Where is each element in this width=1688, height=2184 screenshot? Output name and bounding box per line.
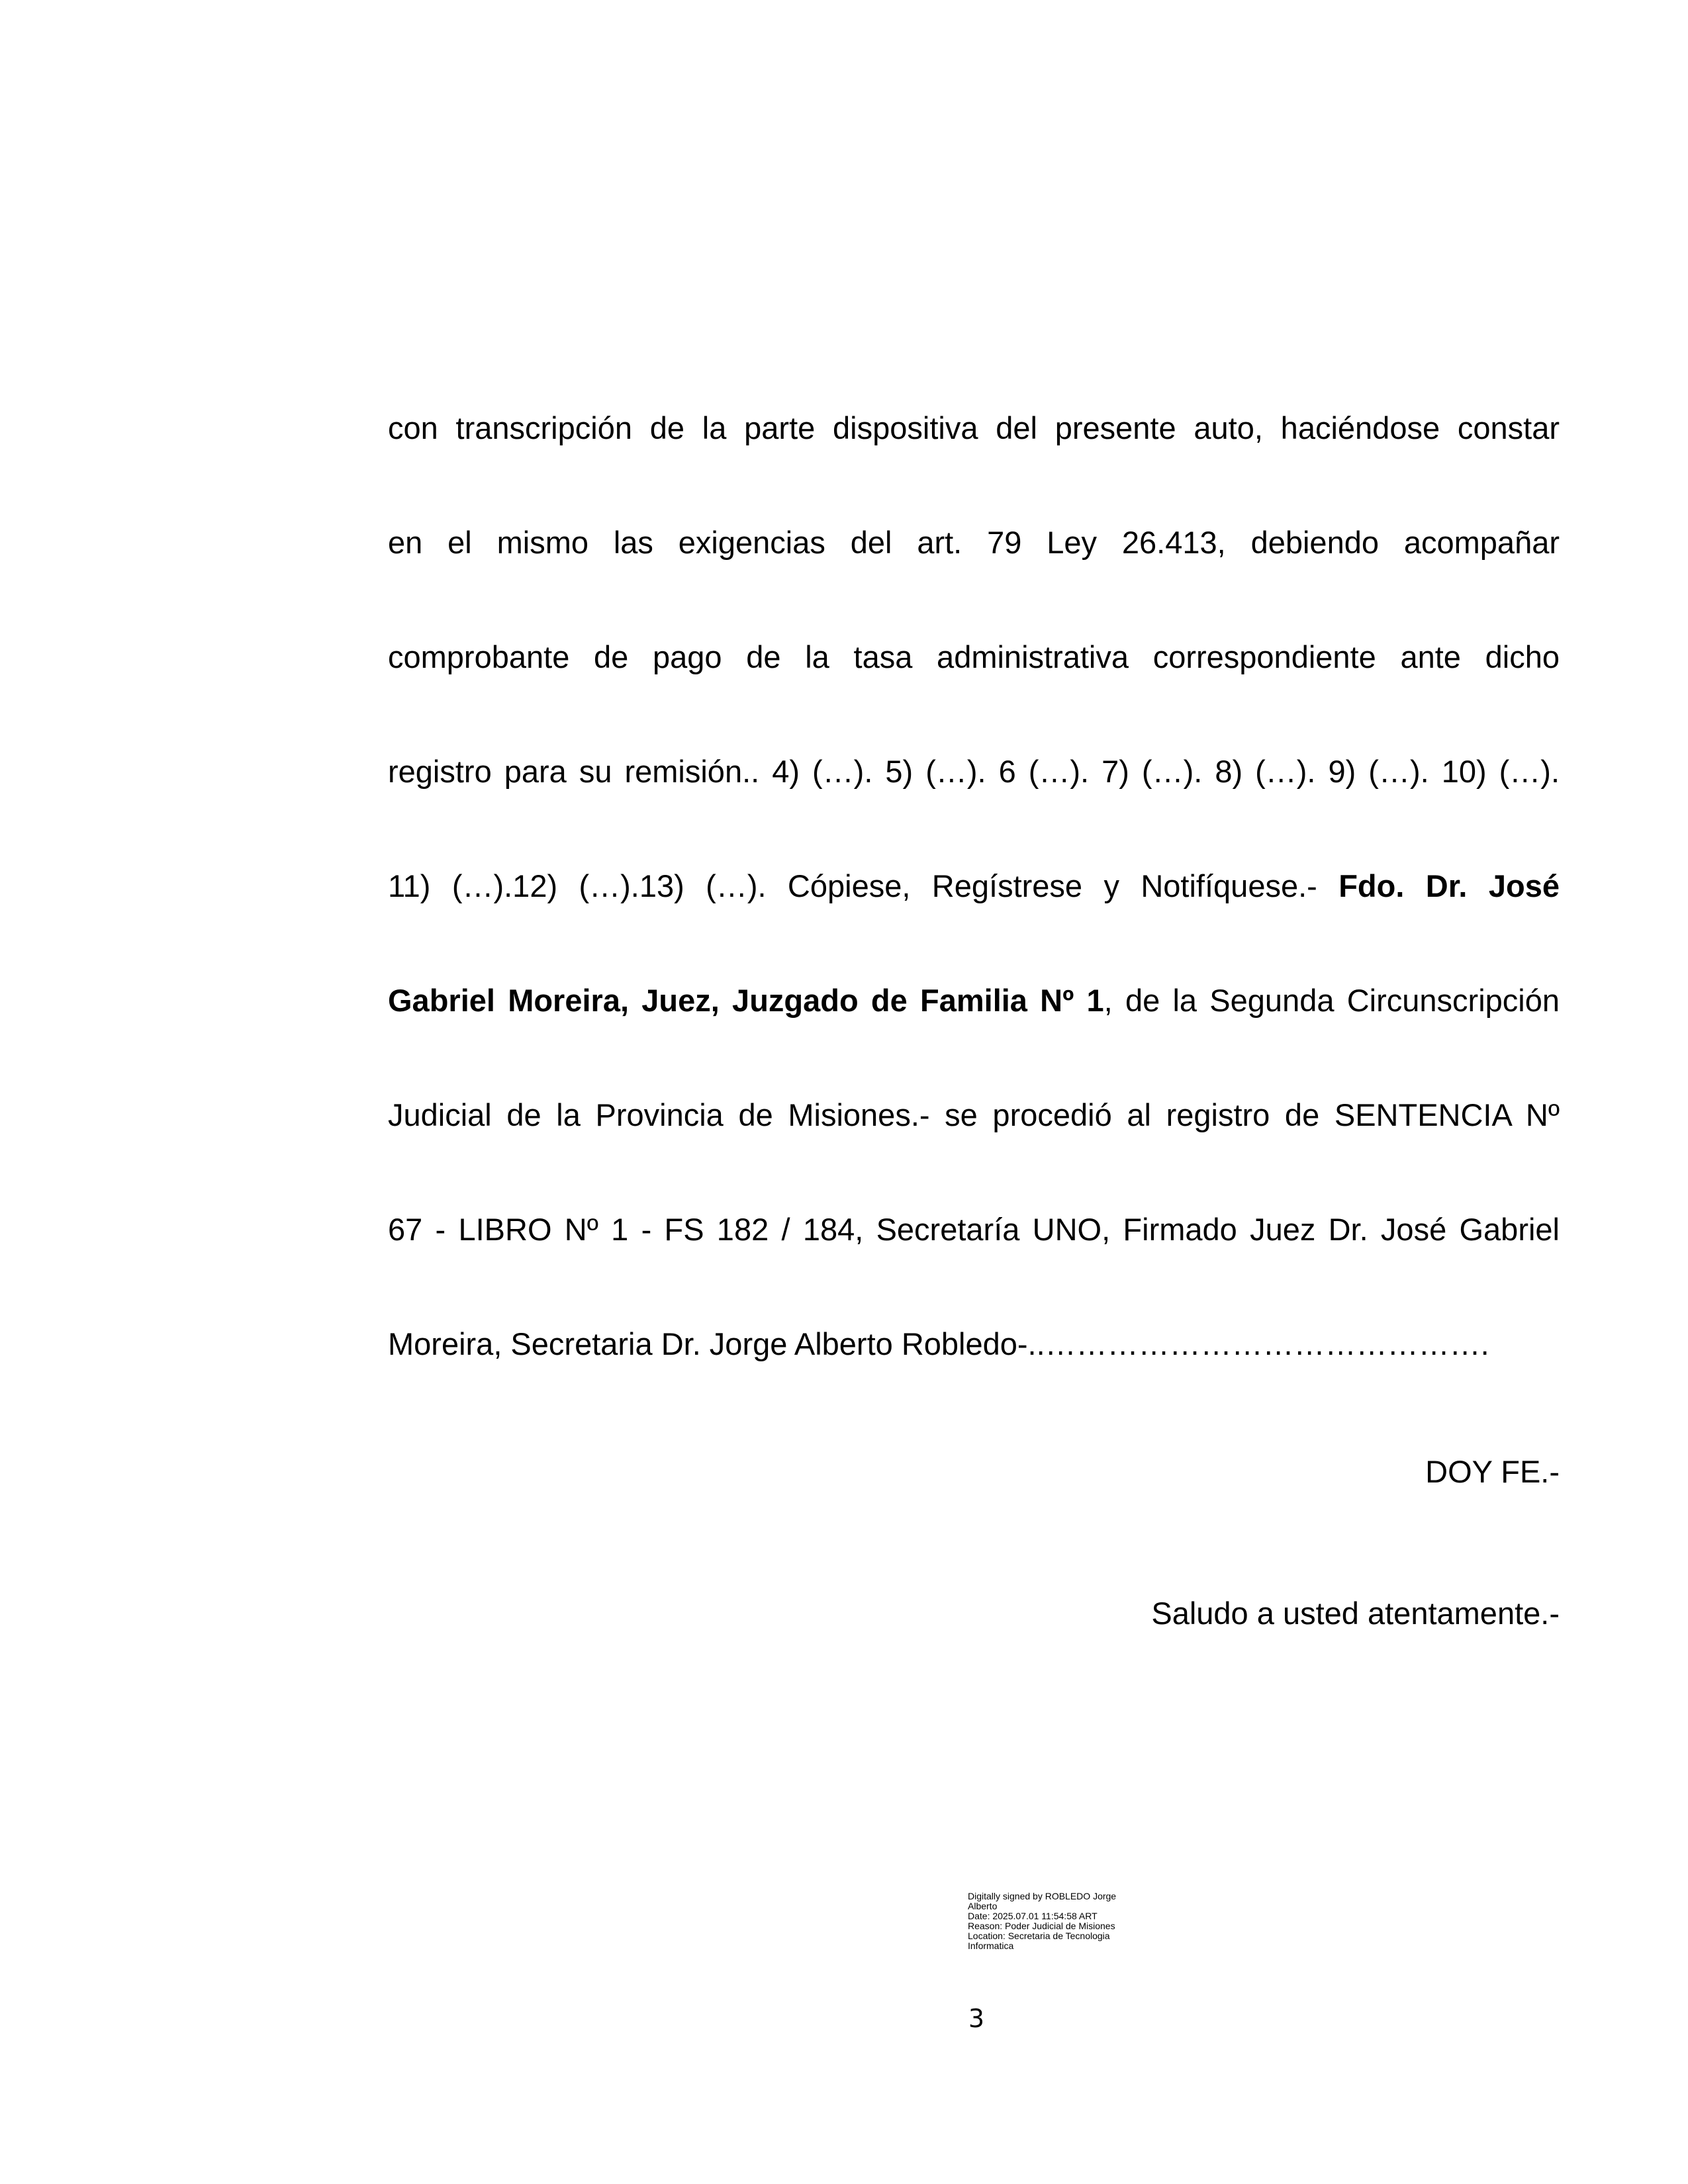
signature-line-1: Digitally signed by ROBLEDO Jorge [968, 1891, 1117, 1901]
body-line-9: Moreira, Secretaria Dr. Jorge Alberto Robledo-..……………………………………. [388, 1326, 1489, 1361]
body-line-7: Judicial de la Provincia de Misiones.- se procedió al registro de SENTENCIA Nº [388, 1097, 1560, 1132]
signature-line-5: Location: Secretaria de Tecnologia [968, 1931, 1110, 1941]
signature-line-3: Date: 2025.07.01 11:54:58 ART [968, 1911, 1098, 1921]
body-line-5-text: 11) (…).12) (…).13) (…). Cópiese, Regístrese y Notifíquese.- [388, 868, 1317, 903]
digital-signature-block [968, 1891, 1166, 1951]
doy-fe-closing: DOY FE.- [1425, 1454, 1560, 1489]
document-body [388, 371, 1560, 1401]
body-line-5 [388, 829, 1560, 943]
greeting-closing: Saludo a usted atentamente.- [1151, 1596, 1560, 1631]
signature-line-6: Informatica [968, 1940, 1014, 1951]
page-number: 3 [968, 2004, 985, 2033]
body-line-8: 67 - LIBRO Nº 1 - FS 182 / 184, Secretaría UNO, Firmado Juez Dr. José Gabriel [388, 1212, 1560, 1247]
body-line-3: comprobante de pago de la tasa administrativa correspondiente ante dicho [388, 639, 1560, 674]
signer-name-part-1: Fdo. Dr. José [1338, 868, 1560, 903]
body-line-1: con transcripción de la parte dispositiva del presente auto, haciéndose constar [388, 410, 1560, 445]
body-line-6-text: , de la Segunda Circunscripción [1103, 983, 1560, 1018]
signer-name-part-2: Gabriel Moreira, Juez, Juzgado de Familia Nº 1 [388, 983, 1104, 1018]
body-line-2: en el mismo las exigencias del art. 79 Ley 26.413, debiendo acompañar [388, 525, 1560, 560]
body-line-6 [388, 943, 1560, 1058]
signature-line-2: Alberto [968, 1901, 998, 1911]
signature-line-4: Reason: Poder Judicial de Misiones [968, 1921, 1115, 1931]
body-line-4: registro para su remisión.. 4) (…). 5) (…). 6 (…). 7) (…). 8) (…). 9) (…). 10) (…). [388, 754, 1560, 789]
